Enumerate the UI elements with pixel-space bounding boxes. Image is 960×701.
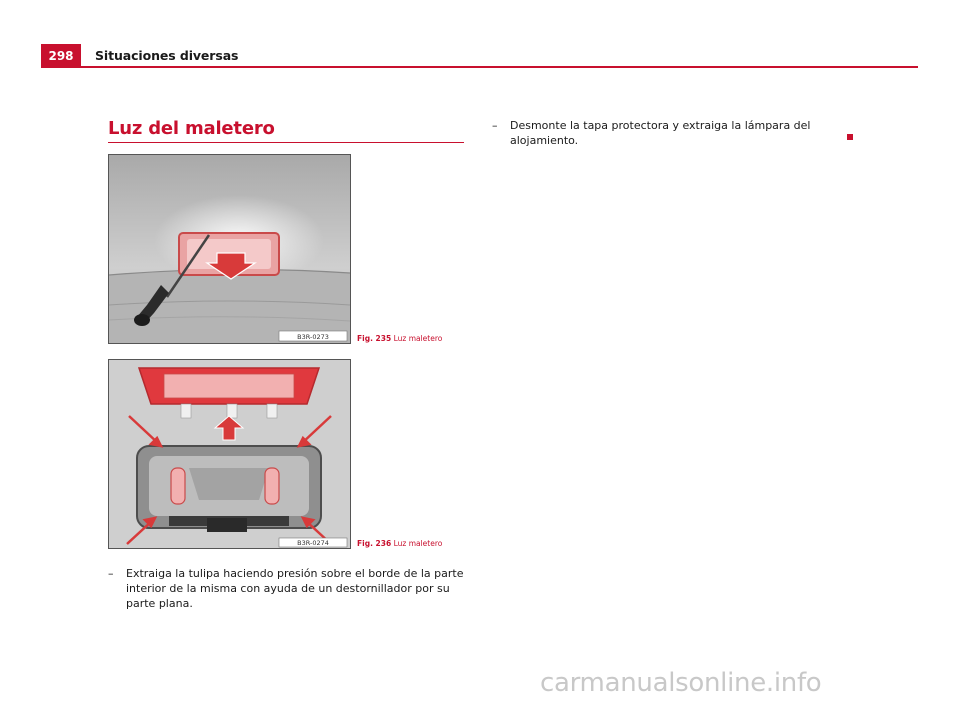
caption-number: Fig. 236 [357, 539, 392, 548]
figure-trunk-light-housing [108, 359, 351, 549]
image-code: B3R-0274 [297, 539, 329, 547]
page-number: 298 [41, 44, 81, 66]
figure-caption [357, 334, 442, 343]
title-rule [108, 142, 464, 143]
section-end-marker [847, 134, 853, 140]
step-text: Desmonte la tapa protectora y extraiga la lámpara del alojamiento. [510, 119, 811, 147]
header-rule [41, 66, 918, 68]
trunk-light-illustration-2 [109, 360, 350, 548]
step-dash: – [108, 567, 114, 580]
caption-number: Fig. 235 [357, 334, 392, 343]
step-dash: – [492, 119, 498, 132]
image-code: B3R-0273 [297, 333, 329, 341]
step-text: Extraiga la tulipa haciendo presión sobre el borde de la parte interior de la misma con ayuda de un destornillador por su parte plana. [126, 567, 464, 610]
section-title: Luz del maletero [108, 118, 275, 139]
instruction-step-1 [108, 566, 468, 611]
caption-text: Luz maletero [393, 334, 443, 343]
figure-trunk-light-removal [108, 154, 351, 344]
caption-text: Luz maletero [393, 539, 443, 548]
figure-caption [357, 539, 442, 548]
instruction-step-2 [492, 118, 832, 148]
watermark: carmanualsonline.info [540, 668, 822, 698]
trunk-light-illustration-1 [109, 155, 350, 343]
chapter-title: Situaciones diversas [95, 48, 239, 63]
